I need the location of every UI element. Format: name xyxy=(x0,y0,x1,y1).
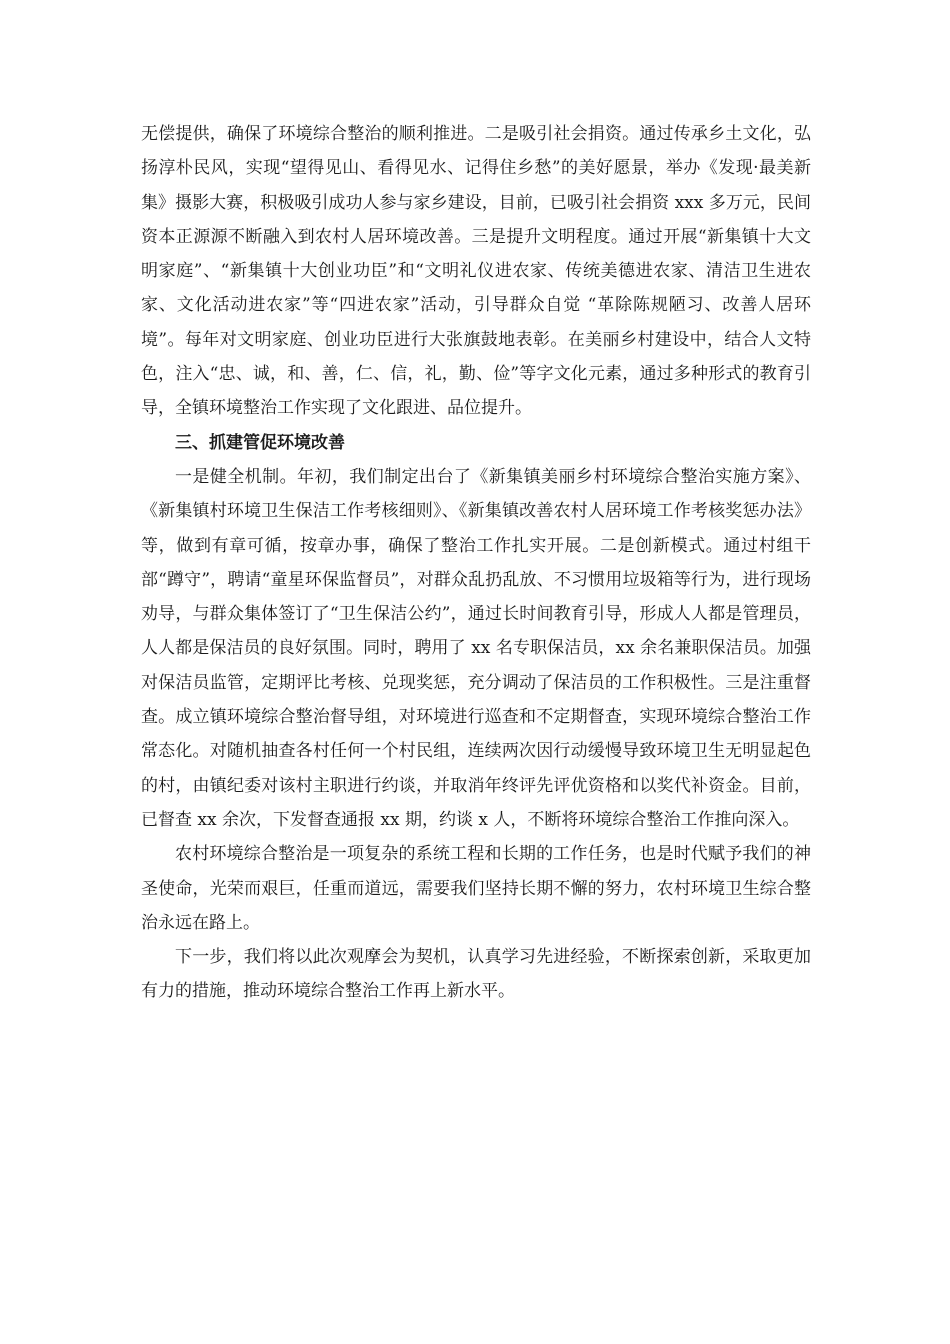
section-heading: 三、抓建管促环境改善 xyxy=(175,432,345,453)
document-page xyxy=(141,117,811,1009)
paragraph-mechanisms: 一是健全机制。年初，我们制定出台了《新集镇美丽乡村环境综合整治实施方案》、《新集镇村环境卫生保洁工作考核细则》、《新集镇改善农村人居环境工作考核奖惩办法》等，做到有章可循，按章办事，确保了整治工作扎实开展。二是创新模式。通过村组干部“蹲守”，聘请“童星环保监督员”，对群众乱扔乱放、不习惯用垃圾箱等行为，进行现场劝导，与群众集体签订了“卫生保洁公约”，通过长时间教育引导，形成人人都是管理员，人人都是保洁员的良好氛围。同时，聘用了 xx 名专职保洁员，xx 余名兼职保洁员。加强对保洁员监管，定期评比考核、兑现奖惩，充分调动了保洁员的工作积极性。三是注重督查。成立镇环境综合整治督导组，对环境进行巡查和不定期督查，实现环境综合整治工作常态化。对随机抽查各村任何一个村民组，连续两次因行动缓慢导致环境卫生无明显起色的村，由镇纪委对该村主职进行约谈，并取消年终评先评优资格和以奖代补资金。目前，已督查 xx 余次，下发督查通报 xx 期，约谈 x 人，不断将环境综合整治工作推向深入。 xyxy=(141,466,811,830)
paragraph-continued: 无偿提供，确保了环境综合整治的顺利推进。二是吸引社会捐资。通过传承乡土文化，弘扬淳朴民风，实现“望得见山、看得见水、记得住乡愁”的美好愿景，举办《发现·最美新集》摄影大赛，积极吸引成功人参与家乡建设，目前，已吸引社会捐资 xxx 多万元，民间资本正源源不断融入到农村人居环境改善。三是提升文明程度。通过开展“新集镇十大文明家庭”、“新集镇十大创业功臣”和“文明礼仪进农家、传统美德进农家、清洁卫生进农家、文化活动进农家”等“四进农家”活动，引导群众自觉 “革除陈规陋习、改善人居环境”。每年对文明家庭、创业功臣进行大张旗鼓地表彰。在美丽乡村建设中，结合人文特色，注入“忠、诚，和、善，仁、信，礼，勤、俭”等字文化元素，通过多种形式的教育引导，全镇环境整治工作实现了文化跟进、品位提升。 xyxy=(141,124,811,419)
paragraph-next-step: 下一步，我们将以此次观摩会为契机，认真学习先进经验，不断探索创新，采取更加有力的措施，推动环境综合整治工作再上新水平。 xyxy=(141,947,811,1002)
paragraph-summary: 农村环境综合整治是一项复杂的系统工程和长期的工作任务，也是时代赋予我们的神圣使命，光荣而艰巨，任重而道远，需要我们坚持长期不懈的努力，农村环境卫生综合整治永远在路上。 xyxy=(141,844,811,933)
